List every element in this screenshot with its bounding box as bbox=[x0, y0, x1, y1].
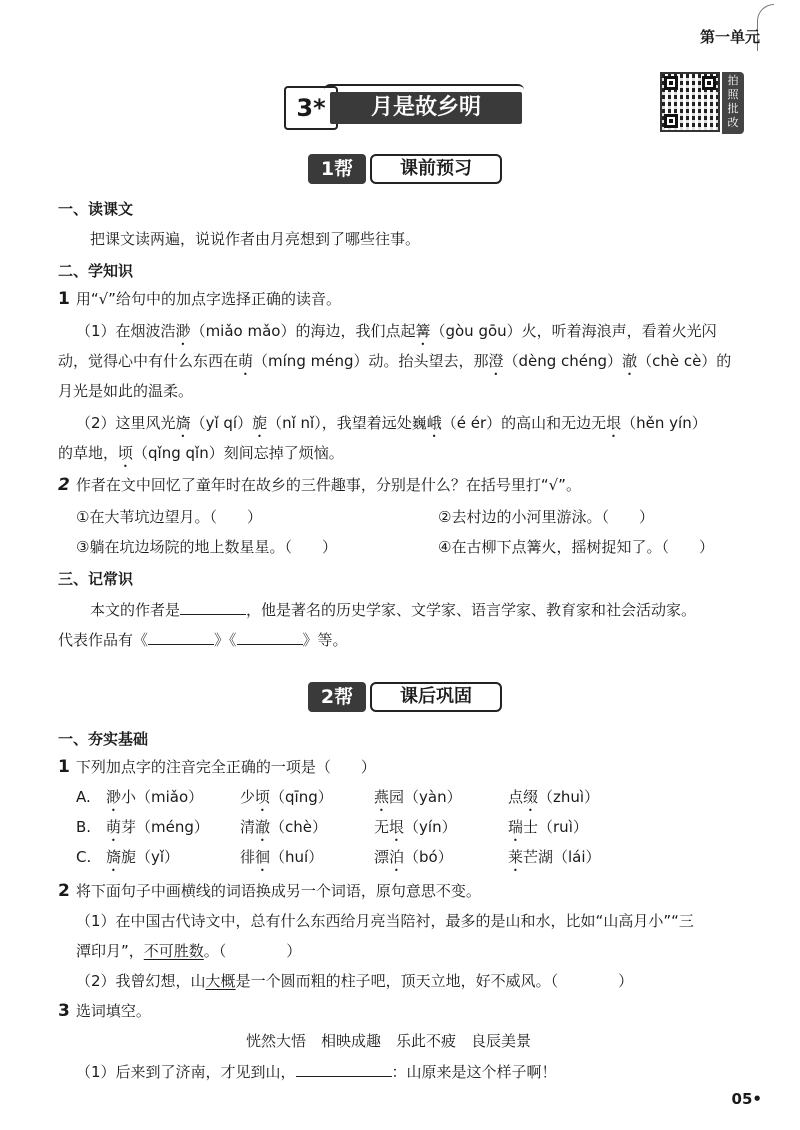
pinyin-item: 徘徊（huí） bbox=[240, 848, 324, 866]
question-stem: 1 下列加点字的注音完全正确的一项是（ ） bbox=[58, 757, 376, 777]
option-label[interactable]: C. bbox=[76, 848, 92, 866]
question-stem: 3 选词填空。 bbox=[58, 1001, 151, 1021]
author-line: 本文的作者是 ，他是著名的历史学家、文学家、语言学家、教育家和社会活动家。 bbox=[90, 598, 696, 621]
pinyin-item: 清澈（chè） bbox=[240, 818, 328, 836]
sentence-line: 的草地，顷（qǐng qǐn）刻间忘掉了烦恼。 bbox=[58, 444, 344, 462]
sentence-line: 潭印月”，不可胜数。（ ） bbox=[76, 942, 302, 960]
pinyin-item: 萌芽（méng） bbox=[106, 818, 209, 836]
page-number: 05• bbox=[731, 1090, 762, 1108]
fill-blank[interactable] bbox=[296, 1060, 392, 1077]
lesson-name: 月是故乡明 bbox=[330, 92, 522, 124]
sentence-line: 月光是如此的温柔。 bbox=[58, 382, 194, 400]
fill-line: （1）后来到了济南，才见到山， ：山原来是这个样子啊！ bbox=[76, 1060, 557, 1083]
qr-tab-label: 拍照批改 bbox=[727, 74, 739, 129]
option-label[interactable]: B. bbox=[76, 818, 92, 836]
sentence-line: （2）这里风光旖（yǐ qí）旎（nǐ nǐ），我望着远处巍峨（é ér）的高山和无边无垠（hěn yín） bbox=[76, 414, 707, 432]
heading-read: 一、读课文 bbox=[58, 200, 134, 218]
qr-tab[interactable] bbox=[722, 72, 744, 134]
pinyin-item: 漂泊（bó） bbox=[374, 848, 453, 866]
unit-label: 第一单元 bbox=[699, 28, 760, 46]
question-stem: 2 作者在文中回忆了童年时在故乡的三件趣事，分别是什么？在括号里打“√”。 bbox=[58, 475, 581, 495]
question-stem: 1 用“√”给句中的加点字选择正确的读音。 bbox=[58, 289, 341, 309]
option-2[interactable]: ②去村边的小河里游泳。（ ） bbox=[438, 508, 654, 526]
work-blank-1[interactable] bbox=[148, 628, 214, 645]
underlined-phrase: 不可胜数 bbox=[143, 942, 204, 960]
read-instruction: 把课文读两遍，说说作者由月亮想到了哪些往事。 bbox=[90, 230, 421, 248]
section-label: 课后巩固 bbox=[370, 682, 502, 712]
pinyin-item: 瑞士（ruì） bbox=[508, 818, 588, 836]
heading-basics: 一、夯实基础 bbox=[58, 730, 149, 748]
section-badge: 2帮 bbox=[308, 682, 366, 712]
pinyin-item: 燕园（yàn） bbox=[374, 788, 462, 806]
sentence-line: （2）我曾幻想，山大概是一个圆而粗的柱子吧，顶天立地，好不威风。（ ） bbox=[76, 972, 634, 990]
section-badge: 1帮 bbox=[308, 154, 366, 184]
pinyin-item: 旖旎（yǐ） bbox=[106, 848, 180, 866]
work-blank-2[interactable] bbox=[237, 628, 303, 645]
qr-code[interactable] bbox=[660, 72, 720, 132]
sentence-line: （1）在中国古代诗文中，总有什么东西给月亮当陪衬，最多的是山和水，比如“山高月小”“三 bbox=[76, 912, 694, 930]
pinyin-item: 少顷（qīng） bbox=[240, 788, 333, 806]
sentence-line: 动，觉得心中有什么东西在萌（míng méng）动。抬头望去，那澄（dèng chéng）澈（chè cè）的 bbox=[58, 352, 732, 370]
option-4[interactable]: ④在古柳下点篝火，摇树捉知了。（ ） bbox=[438, 538, 714, 556]
section-label: 课前预习 bbox=[370, 154, 502, 184]
heading-knowledge: 三、记常识 bbox=[58, 570, 134, 588]
pinyin-item: 渺小（miǎo） bbox=[106, 788, 204, 806]
underlined-phrase: 大概 bbox=[205, 972, 236, 990]
works-line: 代表作品有《 》《 》等。 bbox=[58, 628, 348, 651]
pinyin-item: 莱芒湖（lái） bbox=[508, 848, 601, 866]
pinyin-item: 无垠（yín） bbox=[374, 818, 457, 836]
lesson-number: 3* bbox=[284, 86, 338, 130]
option-1[interactable]: ①在大苇坑边望月。（ ） bbox=[76, 508, 262, 526]
author-blank[interactable] bbox=[180, 598, 246, 615]
option-label[interactable]: A. bbox=[76, 788, 91, 806]
sentence-line: （1）在烟波浩渺（miǎo mǎo）的海边，我们点起篝（gòu gōu）火，听着海浪声，看着火光闪 bbox=[76, 322, 717, 340]
heading-learn: 二、学知识 bbox=[58, 262, 134, 280]
option-3[interactable]: ③躺在坑边场院的地上数星星。（ ） bbox=[76, 538, 337, 556]
word-bank: 恍然大悟 相映成趣 乐此不疲 良辰美景 bbox=[246, 1032, 532, 1050]
question-stem: 2 将下面句子中画横线的词语换成另一个词语，原句意思不变。 bbox=[58, 881, 481, 901]
pinyin-item: 点缀（zhuì） bbox=[508, 788, 600, 806]
